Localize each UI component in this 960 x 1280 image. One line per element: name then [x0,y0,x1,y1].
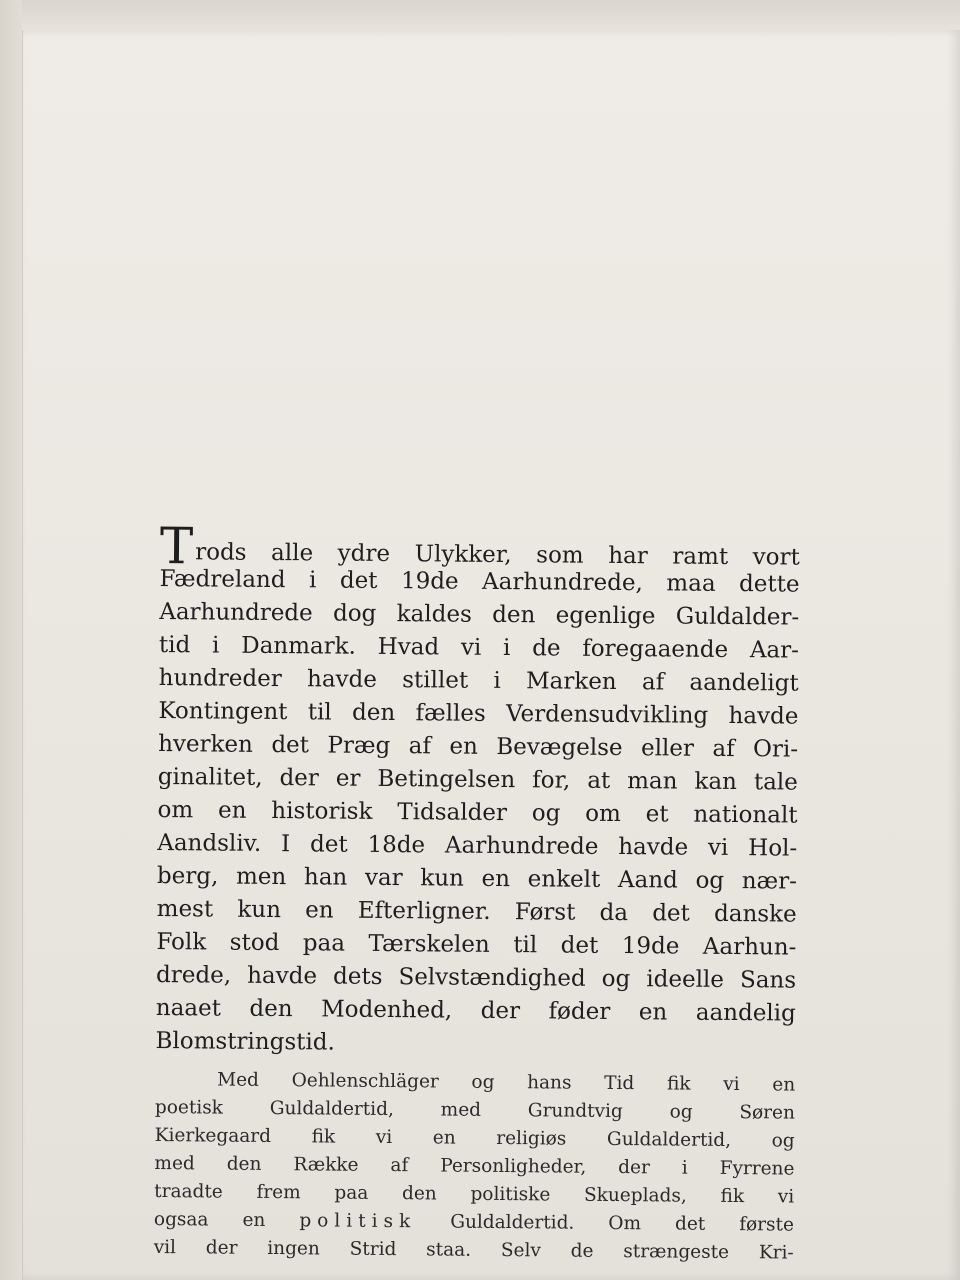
text-line-content: rods alle ydre Ulykker, som har ramt vort [195,539,800,571]
paragraph-2 [154,1066,796,1268]
text-line: Kierkegaard fik vi en religiøs Guldaldertid, og [154,1124,795,1152]
text-line: Blomstringstid. [155,1027,335,1056]
text-line-content: ogsaa en [153,1208,266,1231]
text-line: om en historisk Tidsalder og om et nationalt [157,796,798,829]
emphasized-word: politisk [299,1210,417,1233]
page-text [153,517,800,1268]
text-line: med den Række af Personligheder, der i Fyrrene [154,1152,795,1180]
text-line-content: Guldaldertid. Om det første [450,1211,795,1236]
text-line: hundreder havde stillet i Marken af aandeligt [158,664,799,697]
text-line: poetisk Guldaldertid, med Grundtvig og Søren [154,1096,796,1124]
text-line: hverken det Præg af en Bevægelse eller af Ori- [158,730,799,763]
text-line: Aandsliv. I det 18de Aarhundrede havde vi Hol- [157,829,798,862]
drop-cap: T [159,517,194,576]
text-line: Kontingent til den fælles Verdensudvikling havde [158,697,799,730]
book-gutter [0,0,22,1280]
text-line: mest kun en Efterligner. Først da det danske [156,895,797,928]
text-line: tid i Danmark. Hvad vi i de foregaaende Aar- [158,631,800,664]
text-line: ginalitet, der er Betingelsen for, at man kan tale [157,763,798,796]
text-line: traadte frem paa den politiske Skueplads, fik vi [154,1180,795,1208]
text-line: berg, men han var kun en enkelt Aand og nær- [156,862,798,895]
text-line: Folk stod paa Tærskelen til det 19de Aarhun- [156,928,797,961]
text-line [159,517,800,576]
text-line: drede, havde dets Selvstændighed og ideelle Sans [156,961,797,994]
paragraph-1 [155,517,800,1064]
page-top-shadow [0,0,960,30]
text-line: naaet den Modenhed, der føder en aandelig [155,994,796,1027]
text-line: Fædreland i det 19de Aarhundrede, maa dette [159,565,800,598]
text-line: Med Oehlenschläger og hans Tid fik vi en [217,1069,796,1096]
text-line: Aarhundrede dog kaldes den egenlige Guldalder- [159,598,800,631]
text-line: vil der ingen Strid staa. Selv de strængeste Kri- [153,1236,794,1264]
